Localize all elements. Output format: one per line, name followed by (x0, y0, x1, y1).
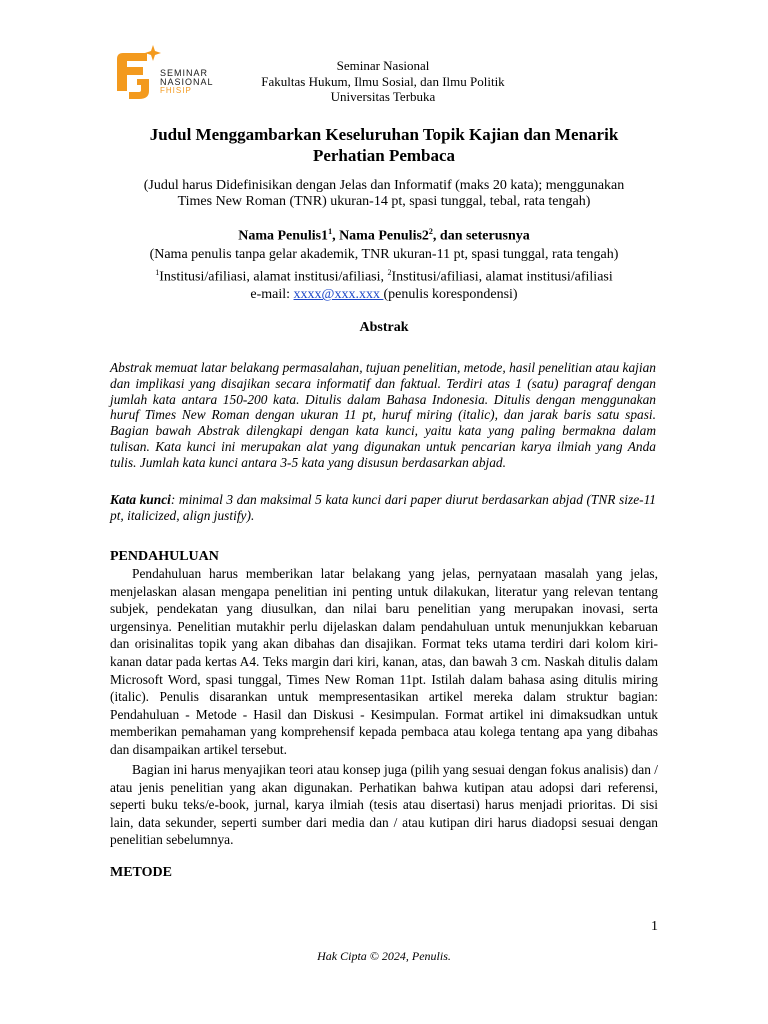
author-names (112, 223, 656, 246)
author-note: (Nama penulis tanpa gelar akademik, TNR ukuran-11 pt, spasi tunggal, rata tengah) (149, 246, 619, 262)
title-note-line-2: Times New Roman (TNR) ukuran-14 pt, spasi tunggal, tebal, rata tengah) (177, 194, 591, 209)
header-line-1: Seminar Nasional (336, 58, 430, 73)
page-number: 1 (651, 919, 658, 934)
abstract-body: Abstrak memuat latar belakang permasalahan, tujuan penelitian, metode, hasil penelitian atau kajian dan implikasi yang disajikan secara informatif dan faktual. Terdiri atas 1 (satu) paragraf dengan jumlah kata antara 150-200 kata. Ditulis dalam Bahasa Indonesia. Ditulis dengan menggunakan huruf Times New Roman dengan ukuran 11 pt, huruf miring (italic), dan jarak baris satu spasi. Bagian bawah Abstrak dilengkapi dengan kata kunci, yaitu kata yang paling bermakna dalam tulisan. Kata kunci ini merupakan alat yang digunakan untuk pencarian karya ilmiah yang Anda tulis. Jumlah kata kunci antara 3-5 kata yang disusun berdasarkan abjad. (110, 360, 656, 470)
affiliation-2-sup: 2 (387, 267, 392, 277)
title-line-1: Judul Menggambarkan Keseluruhan Topik Kajian dan Menarik (149, 125, 619, 144)
header-line-3: Universitas Terbuka (330, 89, 436, 104)
email-label: e-mail: (250, 287, 294, 303)
title-note (112, 178, 656, 210)
author-block (112, 223, 656, 304)
section-heading-metode: METODE (110, 865, 172, 880)
logo-line-1: SEMINAR (160, 68, 209, 78)
author-rest: , dan seterusnya (432, 228, 530, 244)
email-note: (penulis korespondensi) (383, 287, 518, 303)
author-2-sup: 2 (428, 227, 433, 236)
seminar-logo (113, 45, 238, 101)
header-line-2: Fakultas Hukum, Ilmu Sosial, dan Ilmu Politik (261, 73, 505, 89)
affiliation-1-sup: 1 (155, 267, 160, 277)
affiliation-2: Institusi/afiliasi, alamat institusi/afiliasi (391, 269, 613, 285)
title-line-2: Perhatian Pembaca (312, 146, 456, 165)
author-separator: , (332, 228, 340, 244)
author-1-sup: 1 (328, 227, 333, 236)
pendahuluan-paragraph-2: Bagian ini harus menyajikan teori atau konsep juga (pilih yang sesuai dengan fokus analisis) dan / atau jenis penelitian yang akan digunakan. Perhatikan bahwa kutipan atau adopsi dari referensi, seperti buku teks/e-book, jurnal, karya ilmiah (tesis atau disertasi) harus menjadi prioritas. Di sisi lain, data sekunder, seperti sumber dari media dan / atau kutipan diri harus diadopsi sesuai dengan penelitian sebelumnya. (110, 762, 658, 848)
logo-mark-icon (113, 45, 161, 101)
keywords-text: : minimal 3 dan maksimal 5 kata kunci dari paper diurut berdasarkan abjad (TNR size-11 pt, italicized, align justify). (110, 492, 656, 523)
author-2: Nama Penulis2 (339, 228, 429, 244)
pendahuluan-paragraph-1: Pendahuluan harus memberikan latar belakang yang jelas, pernyataan masalah yang jelas, menjelaskan alasan mengapa penelitian ini penting untuk dilakukan, literatur yang relevan tentang subjek, pendekatan yang diusulkan, dan nilai baru penelitian yang merupakan inovasi, serta urgensinya. Penelitian mutakhir perlu dijelaskan dalam pendahuluan untuk menunjukkan kebaruan dan orisinalitas topik yang akan dibahas dan disajikan. Format teks utama terdiri dari kolom kiri-kanan datar pada kertas A4. Teks margin dari kiri, kanan, atas, dan bawah 3 cm. Naskah ditulis dalam Microsoft Word, spasi tunggal, Times New Roman 11pt. Istilah dalam bahasa asing ditulis miring (italic). Penulis disarankan untuk mempresentasikan artikel mereka dalam struktur bagian: Pendahuluan - Metode - Hasil dan Diskusi - Kesimpulan. Format artikel ini dimaksudkan untuk memberikan pemahaman yang komprehensif kepada pembaca atau kolega tentang apa yang dibahas dan disampaikan artikel tersebut. (110, 566, 658, 757)
keywords (110, 492, 656, 524)
email-line (112, 286, 656, 304)
keywords-label: Kata kunci (110, 492, 171, 507)
author-1: Nama Penulis1 (238, 228, 329, 244)
logo-line-3: FHISIP (160, 86, 192, 95)
logo-line-2: NASIONAL (160, 77, 214, 87)
seminar-header (230, 58, 536, 105)
affiliations (112, 264, 656, 287)
title-note-line-1: (Judul harus Didefinisikan dengan Jelas dan Informatif (maks 20 kata); menggunakan (143, 178, 625, 193)
affiliation-1: Institusi/afiliasi, alamat institusi/afiliasi, (159, 269, 388, 285)
copyright-footer: Hak Cipta © 2024, Penulis. (317, 949, 451, 963)
paper-title (112, 124, 656, 166)
abstract-heading: Abstrak (359, 320, 409, 335)
email-link[interactable]: xxxx@xxx.xxx (293, 287, 384, 303)
section-heading-pendahuluan: PENDAHULUAN (110, 549, 219, 564)
